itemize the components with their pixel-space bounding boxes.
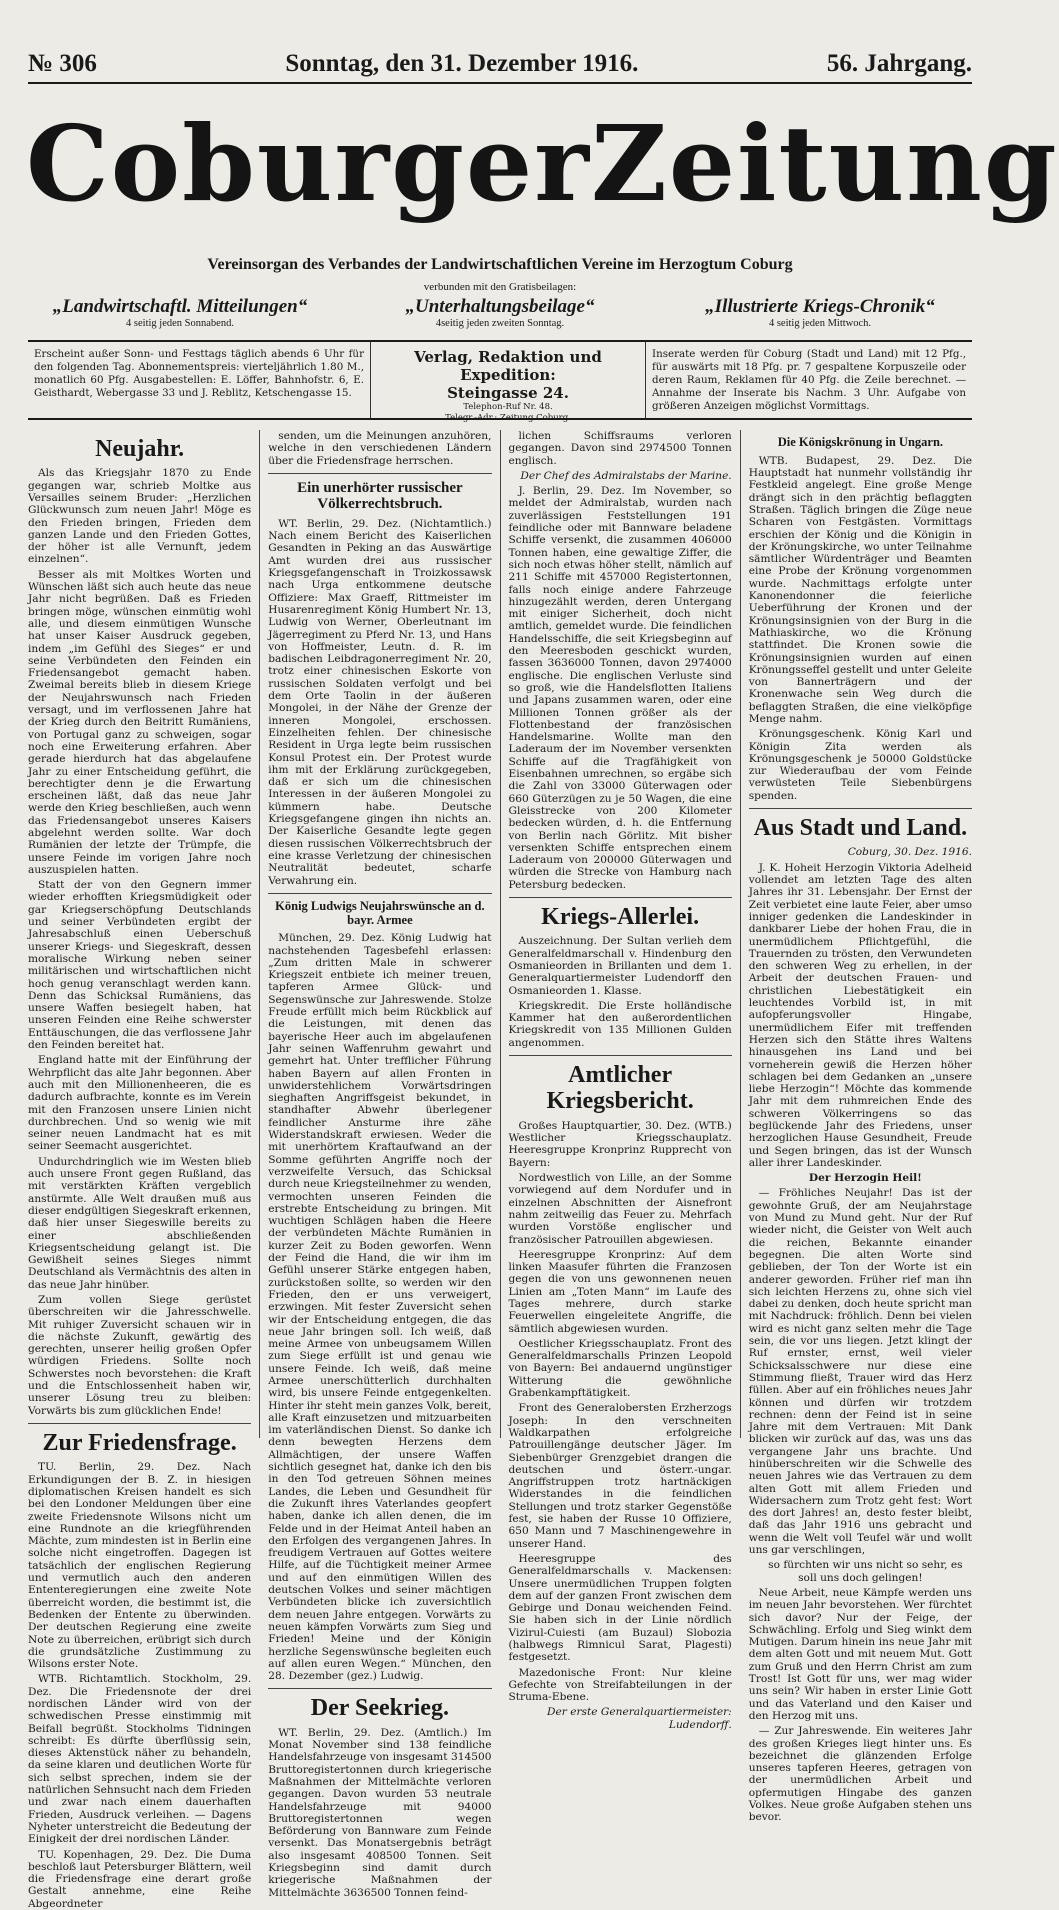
paragraph: senden, um die Meinungen anzuhören, welche in den verschiedenen Ländern über die Friedensfrage herrschen. [268, 430, 492, 467]
paragraph: J. Berlin, 29. Dez. Im November, so meldet der Admiralstab, wurden nach zuverlässigen Feststellungen 191 feindliche oder mit Bannware beladene Schiffe versenkt, die zusammen 406000 Tonnen haben, eine gewaltige Ziffer, die sich noch etwas höher stellt, nämlich auf 211 Schiffe mit 457000 Registertonnen, falls noch einige andere Fahrzeuge hinzugezählt werden, deren Untergang mit einiger Sicherheit, doch nicht amtlich, gemeldet wurde. Die feindlichen Handelsschiffe, die seit Kriegsbeginn auf den Meeresboden geschickt wurden, fassen 3636000 Tonnen, davon 2974000 englische. Die englischen Verluste sind so groß, wie die Handelsflotten Italiens und Japans zusammen waren, oder eine Millionen Tonnen größer als der Flottenbestand der französischen Handelsmarine. Wollte man den Laderaum der im November versenkten Schiffe auf die Tragfähigkeit von Eisenbahnen umrechnen, so ergäbe sich die Zahl von 33000 Güterwagen oder 660 Güterzügen zu je 50 Wagen, die eine Gleisstrecke von 200 Kilometer bedecken würden, d. h. die Entfernung von Berlin nach Görlitz. Mit bisher versenkten Schiffe entsprechen einem Laderaum von 200000 Güterwagen und würden die Strecke von Hamburg nach Petersburg bedecken. [508, 485, 732, 891]
paragraph: Heeresgruppe des Generalfeldmarschalls v. Mackensen: Unsere unermüdlichen Truppen folgten dem auf der ganzen Front zwischen dem Gebirge und Donau weichenden Feind. Sie haben sich in der Linie nördlich Vizirul-Cuiesti (am Buzaul) Slobozia (halbwegs Rimnicul Sarat, Plagesti) festgesetzt. [508, 1552, 732, 1664]
issue-number: № 306 [28, 50, 97, 77]
supplement-frequency: 4 seitig jeden Mittwoch. [768, 318, 872, 329]
article-columns [28, 430, 972, 1910]
publisher-telegraph: Telegr.-Adr.: Zeitung Coburg. [445, 413, 571, 423]
byline: Der Chef des Admiralstabs der Marine. [520, 469, 732, 482]
masthead [26, 86, 1059, 242]
volume: 56. Jahrgang. [826, 50, 972, 77]
masthead-right-word: Zeitung [590, 102, 1059, 225]
paragraph: Nordwestlich von Lille, an der Somme vorwiegend auf dem Nordufer und in einzelnen Abschnitten der Aisnefront nahm zeitweilig das Feuer zu. Mehrfach wurden Vorstöße englischer und französischer Patrouillen abgewiesen. [508, 1172, 732, 1246]
article-heading: Aus Stadt und Land. [753, 815, 968, 842]
column-3 [500, 430, 740, 1731]
paragraph: Der Herzogin Heil! [808, 1172, 922, 1185]
publisher-telephone: Telephon-Ruf Nr. 48. [463, 402, 553, 412]
column-4 [740, 430, 972, 1824]
paragraph: Mazedonische Front: Nur kleine Gefechte von Streifabteilungen in der Struma-Ebene. [508, 1666, 732, 1704]
supplement-title: „Landwirtschaftl. Mitteilungen“ [52, 296, 308, 317]
info-bar [28, 340, 972, 423]
supplement-2 [340, 296, 660, 329]
article-heading: Die Königskrönung in Ungarn. [777, 435, 944, 449]
subtitle-supplements: verbunden mit den Gratisbeilagen: [423, 281, 577, 293]
article-heading: Neujahr. [95, 436, 185, 462]
issue-date: Sonntag, den 31. Dezember 1916. [285, 50, 639, 77]
subscription-info: Erscheint außer Sonn- und Festtags täglich abends 6 Uhr für den folgenden Tag. Abonnementspreis: vierteljährlich 1.80 M., monatlich 60 Pfg. Ausgabestellen: E. Löffer, Bahnhofstr. 6, E. Geisthardt, Webergasse 33 und J. Reblitz, Ketschengasse 15. [28, 342, 371, 418]
article-heading: Der Seekrieg. [310, 1695, 449, 1722]
paragraph: WT. Berlin, 29. Dez. (Nichtamtlich.) Nach einem Bericht des Kaiserlichen Gesandten in Peking an das Auswärtige Amt wurden drei aus russischer Kriegsgefangenschaft in Troizkossawsk nach Urga entkommene deutsche Offiziere: Max Graeff, Rittmeister im Husarenregiment König Humbert Nr. 13, Ludwig von Werner, Oberleutnant im Jägerregiment zu Pferd Nr. 13, und Hans von Hoffmeister, Leutn. d. R. im badischen Leibdragonerregiment Nr. 20, trotz einer chinesischen Eskorte von russischen Soldaten verfolgt und bei dem Orte Taolin in der äußeren Mongolei, in der Nähe der Grenze der inneren Mongolei, erschossen. Einzelheiten fehlen. Der chinesische Resident in Urga legte beim russischen Konsul Protest ein. Der Protest wurde ihm mit der Erklärung zurückgegeben, daß er sich um die chinesischen Interessen in der äußeren Mongolei zu kümmern habe. Deutsche Kriegsgefangene gingen ihn nichts an. Der Kaiserliche Gesandte legte gegen diesen russischen Völkerrechtsbruch der eine krasse Verletzung der chinesischen Neutralität bedeutet, scharfe Verwahrung ein. [268, 517, 492, 887]
column-2 [259, 430, 499, 1899]
paragraph: Neue Arbeit, neue Kämpfe werden uns im neuen Jahr bevorstehen. Wer fürchtet sich davor? Nur der Feige, der Schwächling. Erfolg und Sieg winkt dem Mutigen. Darum hinein ins neue Jahr mit dem alten Gott und mit neuem Mut. Gott zum Gruß und den Herrn Christ am zum Trost! Ist Gott für uns, wer mag wider uns sein? Wir haben in erster Linie Gott und das Vaterland und den Kaiser und den Herzog mit uns. [748, 1586, 972, 1722]
paragraph: — Fröhliches Neujahr! Das ist der gewohnte Gruß, der am Neujahrstage von Mund zu Mund geht. Nur der Ruf wieder nicht, die Geister von Welt auch die reichen, Bekannte einander begegnen. Die alten Worte sind geblieben, der Ton der Worte ist ein anderer geworden. Früher rief man ihn sich leichten Herzens zu, ohne sich viel dabei zu denken, doch heute spricht man mit Nachdruck: fröhlich. Denn bei vielen wird es nicht ganz selten mehr die Tage sein, die vor uns liegen. Jetzt klingt der Ruf ernster, ernst, weil vieler Schicksalsschwere nur diese eine Stimmung fließt, Trauer wird das Herz füllen. Aber auf ein fröhliches neues Jahr können und dürfen wir trotzdem rechnen: denn der Feind ist in seine Jahre mit dem Vertrauen: Mit Dank blicken wir zurück auf das, was uns das vergangene Jahr uns brachte. Und hinüberschreiten wir die Schwelle des neuen Jahres wie das Vertrauen zu dem alten Gott mit allem Frieden und Widersachern zum Trotz geht fest: Wort des dort Jahres! an, desto fester bleibt, daß das Jahr 1916 uns gebracht und wenn die Welt voll Teufel wär und wollt uns gar verschlingen, [748, 1187, 972, 1557]
divider [509, 897, 732, 898]
header-line [28, 38, 972, 84]
paragraph: Undurchdringlich wie im Westen blieb auch unsere Front gegen Rußland, das mit verstärkten Kräften vergeblich anstürmte. Alle Welt draußen muß aus dieser endgültigen Siegeskraft erkennen, daß hier unser Siegeswille bereits zu einer abschließenden Kriegsentscheidung gelangt ist. Die Gewißheit seines Sieges nimmt Deutschland als Vermächtnis des alten in das neue Jahr hinüber. [28, 1155, 252, 1291]
publisher-title: Verlag, Redaktion und Expedition: [414, 348, 602, 384]
article-heading: König Ludwigs Neujahrswünsche an d. bayr. Armee [275, 898, 485, 927]
paragraph: Großes Hauptquartier, 30. Dez. (WTB.) Westlicher Kriegsschauplatz. Heeresgruppe Kronprinz Rupprecht von Bayern: [508, 1119, 732, 1169]
paragraph: TU. Berlin, 29. Dez. Nach Erkundigungen der B. Z. in hiesigen diplomatischen Kreisen handelt es sich bei den Londoner Meldungen über eine zweite Friedensnote Wilsons nicht um eine Rundnote an die kriegführenden Mächte, zum mindesten ist in Berlin eine solche nicht eingetroffen. Dagegen ist tatsächlich der englischen Regierung und vermutlich auch den anderen Ententeregierungen eine zweite Note überreicht worden, die bestimmt ist, die Bedenken der Entente zu überwinden. Der deutschen Regierung eine zweite Note zu überreichen, erübrigt sich durch die grundsätzliche Zustimmung zu Wilsons erster Note. [28, 1461, 252, 1671]
paragraph: Auszeichnung. Der Sultan verlieh dem Generalfeldmarschall v. Hindenburg den Osmanieorden in Brillanten und dem 1. Generalquartiermeister Ludendorff den Osmanieorden 1. Klasse. [508, 935, 732, 997]
article-heading: Ein unerhörter russischer Völkerrechtsbruch. [297, 479, 463, 513]
paragraph: München, 29. Dez. König Ludwig hat nachstehenden Tagesbefehl erlassen: „Zum dritten Male in schwerer Kriegszeit entbiete ich meiner treuen, tapferen Armee Glück- und Segenswünsche zur Jahreswende. Stolze Freude erfüllt mich beim Rückblick auf die Leistungen, mit denen das bayerische Heer auch im abgelaufenen Jahr seinen Waffenruhm gewahrt und gemehrt hat. Unter trefflicher Führung haben Bayern auf allen Fronten in unwiderstehlichem Vorwärtsdringen sieghaften Angriffsgeist bekundet, in standhafter Abwehr überlegener feindlicher Ansturme ihre zähe Widerstandskraft erwiesen. Weder die mit unerhörtem Kraftaufwand an der Somme geführten Angriffe noch der verzweifelte Versuch, das Schicksal durch neue Kriegsteilnehmer zu wenden, vermochten unseren Feinden die erstrebte Entscheidung zu bringen. Mit wuchtigen Schlägen haben die Heere der verbündeten Mächte Rumänien in kurzer Zeit zu Boden geworfen. Wenn der Feind die Hand, die wir ihm im Gefühl unserer Stärke entgegen haben, zurückstoßen sollte, so werden wir den Frieden, den er uns verweigert, erzwingen. Mit fester Zuversicht sehen wir der Entscheidung entgegen, die das neue Jahr bringen soll. Ich weiß, daß meine Armee von unbeugsamem Willen zum Siege erfüllt ist und genau wie unsere Feinde. Ich weiß, daß meine Armee unerschütterlich durchhalten wird, bis unsere Feinde entgegenkelten. Hinter ihr steht mein ganzes Volk, bereit, alle Kraft einzusetzen und mitzuarbeiten im vaterländischen Dienst. So danke ich denn bewegten Herzens dem Allmächtigen, der unsere Waffen sichtlich gesegnet hat, danke ich den bis in den Tod getreuen Söhnen meines Landes, die Leben und Gesundheit für die Zukunft ihres Vaterlandes geopfert haben, danke ich allen denen, die im Felde und in der Heimat Anteil haben an den Erfolgen des vergangenen Jahres. In freudigem Vertrauen auf Gottes weitere Hilfe, auf die Tüchtigkeit meiner Armee und auf den einmütigen Willen des deutschen Volkes und seiner mächtigen Verbündeten blicke ich zuversichtlich dem neuen Jahre entgegen. Vorwärts zu neuen kämpfen Vorwärts zum Sieg und Frieden! Meine und der Königin herzliche Segenswünsche begleiten euch auf allen euren Wegen.“ München, den 28. Dezember (gez.) Ludwig. [268, 932, 492, 1683]
paragraph: Als das Kriegsjahr 1870 zu Ende gegangen war, schrieb Moltke aus Versailles seinem Bruder: „Herzlichen Glückwunsch zum neuen Jahr! Möge es den Frieden bringen, Frieden dem ganzen Lande und den Frieden Gottes, der höher ist alle Vernunft, jedem einzelnen“. [28, 467, 252, 566]
paragraph: WT. Berlin, 29. Dez. (Amtlich.) Im Monat November sind 138 feindliche Handelsfahrzeuge von insgesamt 314500 Bruttoregistertonnen durch kriegerische Maßnahmen der Mittelmächte verloren gegangen. Davon wurden 53 neutrale Handelsfahrzeuge mit 94000 Bruttoregistertonnen wegen Beförderung von Bannware zum Feinde versenkt. Das Monatsergebnis beträgt also insgesamt 408500 Tonnen. Seit Kriegsbeginn sind damit durch kriegerische Maßnahmen der Mittelmächte 3636500 Tonnen feind- [268, 1726, 492, 1899]
subtitle: Vereinsorgan des Verbandes der Landwirtschaftlichen Vereine im Herzogtum Coburg [207, 256, 793, 273]
supplement-frequency: 4 seitig jeden Sonnabend. [126, 318, 234, 329]
publisher-info [371, 342, 646, 423]
paragraph: WTB. Budapest, 29. Dez. Die Hauptstadt hat nunmehr vollständig ihr Festkleid angelegt. Eine große Menge drängt sich in den prächtig beflaggten Straßen. Täglich bringen die Züge neue Scharen von Festgästen. Vormittags erschien der König und die Königin in der Krönungskirche, wo unter Teilnahme sämtlicher Würdenträger und Beamten eine Probe der Krönung vorgenommen wurde. Nachmittags erfolgte unter Kanonendonner die feierliche Ueberführung der Kronen und der Krönungsinsignien von der Burg in die Mathiaskirche, wo die Krönung stattfindet. Die Kronen sowie die Krönungsinsignien wurden auf einen Krönungsseffel gestellt und unter Geleite von Bannerträgern und der Kronenwache sein Weg durch die beflaggten Straßen, die eine vielköpfige Menge nahm. [748, 454, 972, 725]
divider [749, 808, 972, 809]
paragraph: TU. Kopenhagen, 29. Dez. Die Duma beschloß laut Petersburger Blättern, weil die Friedensfrage eine derart große Gestalt annehme, eine Reihe Abgeordneter [28, 1848, 252, 1910]
verse: so fürchten wir uns nicht so sehr, es soll uns doch gelingen! [768, 1559, 963, 1584]
paragraph: Statt der von den Gegnern immer wieder erhofften Kriegsmüdigkeit oder gar Kriegserschöpfung Deutschlands und seiner Verbündeten ergibt der Jahresabschluß einen Ueberschuß unserer Kriegs- und Siegeskraft, dessen moralische Wirkung neben seiner militärischen und wirtschaftlichen nicht hoch genug veranschlagt werden kann. Denn das Schicksal Rumäniens, das unsere Waffen besiegelt haben, hat unseren Feinden eine Reihe schwerster Enttäuschungen, die das verflossene Jahr den Feinden bereitet hat. [28, 879, 252, 1052]
paragraph: lichen Schiffsraums verloren gegangen. Davon sind 2974500 Tonnen englisch. [508, 430, 732, 467]
divider [509, 1055, 732, 1056]
divider [28, 1423, 251, 1424]
paragraph: Besser als mit Moltkes Worten und Wünschen läßt sich auch heute das neue Jahr nicht begrüßen. Daß es Frieden bringen möge, wünschen einmütig wohl alle, und diesem einmütigen Wunsche hat unser Kaiser Ausdruck gegeben, indem „im Gefühl des Sieges“ er und seine Verbündeten den Feinden ein Friedensangebot gemacht haben. Zweimal bereits blieb in diesem Kriege der Neujahrswunsch nach Frieden versagt, und im verflossenen Jahre hat der Krieg durch den Beitritt Rumäniens, von Portugal ganz zu schweigen, sogar noch eine Erweiterung erfahren. Aber gerade hierdurch hat das abgelaufene Jahr zu einer Entscheidung geführt, die berechtigter denn je die Erwartung erscheinen läßt, daß das neue Jahr werde den Krieg beschließen, auch wenn das Friedensangebot unseres Kaisers abgelehnt werden sollte. War doch Rumänien der letzte der Trümpfe, die unsere Feinde im vorigen Jahre noch auszuspielen hatten. [28, 568, 252, 876]
paragraph: WTB. Richtamtlich. Stockholm, 29. Dez. Die Friedensnote der drei nordischen Länder wird von der schwedischen Presse einstimmig mit Beifall begrüßt. Stockholms Tidningen schreibt: Es dürfte überflüssig sein, dieses Aktenstück näher zu behandeln, da seine klaren und deutlichen Worte für sich selbst sprechen, indem sie der natürlichen Sehnsucht nach dem Frieden und zwar nach einem dauerhaften Frieden, Ausdruck verleihen. — Dagens Nyheter unterstreicht die Bedeutung der Einigkeit der drei nordischen Länder. [28, 1673, 252, 1846]
column-1 [28, 430, 259, 1910]
supplement-3 [660, 296, 980, 329]
paragraph: Krönungsgeschenk. König Karl und Königin Zita werden als Krönungsgeschenk je 50000 Goldstücke zur Wiederaufbau der vom Feinde verwüsteten Teile Siebenbürgens spenden. [748, 728, 972, 802]
article-heading: Amtlicher Kriegsbericht. [546, 1062, 694, 1115]
publisher-street: Steingasse 24. [447, 384, 569, 402]
divider [268, 893, 491, 894]
supplement-title: „Illustrierte Kriegs-Chronik“ [705, 296, 935, 317]
paragraph: J. K. Hoheit Herzogin Viktoria Adelheid vollendet am letzten Tage des alten Jahres ihr 31. Lebensjahr. Der Ernst der Zeit verbietet eine laute Feier, aber umso inniger gedenken die Landeskinder in dankbarer Liebe der hohen Frau, die in unermüdlichem Pflichtgefühl, die Trauernden zu trösten, den Verwundeten den schweren Weg zu erhellen, in der Arbeit der deutschen Frauen- und christlichen Liebestätigkeit ein leuchtendes Vorbild ist, in mit aufopferungsvoller Hingabe, unermüdlichem Eifer mit treffenden Herzen sich den Stätte ihres Waltens hinausgehen ins Land und bei vorneherein gewiß die Herzen höher schlagen bei dem Gedanken an „unsere liebe Herzogin“! Möchte das kommende Jahr mit dem ruhmreichen Ende des schweren Völkerringens so das beglückende Jahr des Friedens, unser herzoglichen Hause Gesundheit, Freude und Segen bringen, das ist der Wunsch aller ihrer Landeskinder. [748, 861, 972, 1169]
supplement-1 [20, 296, 340, 329]
paragraph: Front des Generalobersten Erzherzogs Joseph: In den verschneiten Waldkarpathen erfolgreiche Patrouillengänge deutscher Jäger. Im Siebenbürger Grenzgebiet drangen die deutschen und österr.-ungar. Angriffstruppen trotz hartnäckigen Widerstandes in die feindlichen Stellungen und trotz starker Gegenstöße fest, sie haben der Russe 10 Offiziere, 650 Mann und 7 Maschinengewehre in unserer Hand. [508, 1402, 732, 1550]
paragraph: — Zur Jahreswende. Ein weiteres Jahr des großen Krieges liegt hinter uns. Es bezeichnet die glänzenden Erfolge unseres tapferen Heeres, getragen von der unermüdlichen Arbeit und opfermutigen Hingabe des ganzen Volkes. Neue große Aufgaben stehen uns bevor. [748, 1725, 972, 1824]
paragraph: Heeresgruppe Kronprinz: Auf dem linken Maasufer führten die Franzosen gegen die von uns gewonnenen neuen Linien am „Toten Mann“ im Laufe des Tages mehrere, durch starke Feuerwellen eingeleitete Angriffe, die sämtlich abgewiesen wurden. [508, 1248, 732, 1335]
supplement-frequency: 4seitig jeden zweiten Sonntag. [435, 318, 565, 329]
paragraph: England hatte mit der Einführung der Wehrpflicht das alte Jahr begonnen. Aber auch mit den Millionenheeren, die es dadurch aufbrachte, konnte es im Verein mit den Franzosen unsere Linien nicht durchbrechen. Und so wenig wie mit seiner neuen Landmacht hat es mit seiner Seemacht ausgerichtet. [28, 1054, 252, 1153]
paragraph: Kriegskredit. Die Erste holländische Kammer hat den außerordentlichen Kriegskredit von 135 Millionen Gulden angenommen. [508, 999, 732, 1049]
article-heading: Kriegs-Allerlei. [541, 903, 700, 930]
divider [268, 1688, 491, 1689]
paragraph: Zum vollen Siege gerüstet überschreiten wir die Jahresschwelle. Mit ruhiger Zuversicht schauen wir in die nächste Zukunft, gewärtig des gerechten, unserer heilig großen Opfer würdigen Friedens. Sollte noch Schwerstes noch bevorstehen: die Kraft und die Entschlossenheit haben wir, unserer Lösung treu zu bleiben: Vorwärts bis zum glücklichen Ende! [28, 1293, 252, 1417]
article-heading: Zur Friedensfrage. [42, 1429, 237, 1456]
dateline: Coburg, 30. Dez. 1916. [847, 846, 972, 859]
masthead-left-word: Coburger [26, 102, 591, 225]
byline: Der erste Generalquartiermeister: Ludendorff. [547, 1706, 732, 1731]
advertising-info: Inserate werden für Coburg (Stadt und Land) mit 12 Pfg., für auswärts mit 18 Pfg. pr. 7 gespaltene Korpuszeile oder deren Raum, Reklamen für 40 Pfg. die Zeile berechnet. — Annahme der Inserate bis Nachm. 3 Uhr. Aufgabe von größeren Anzeigen möglichst Vormittags. [652, 348, 966, 412]
paragraph: Oestlicher Kriegsschauplatz. Front des Generalfeldmarschalls Prinzen Leopold von Bayern: Bei andauernd ungünstiger Witterung die gewöhnliche Grabenkampftätigkeit. [508, 1337, 732, 1400]
supplement-title: „Unterhaltungsbeilage“ [405, 296, 595, 317]
divider [268, 473, 491, 474]
